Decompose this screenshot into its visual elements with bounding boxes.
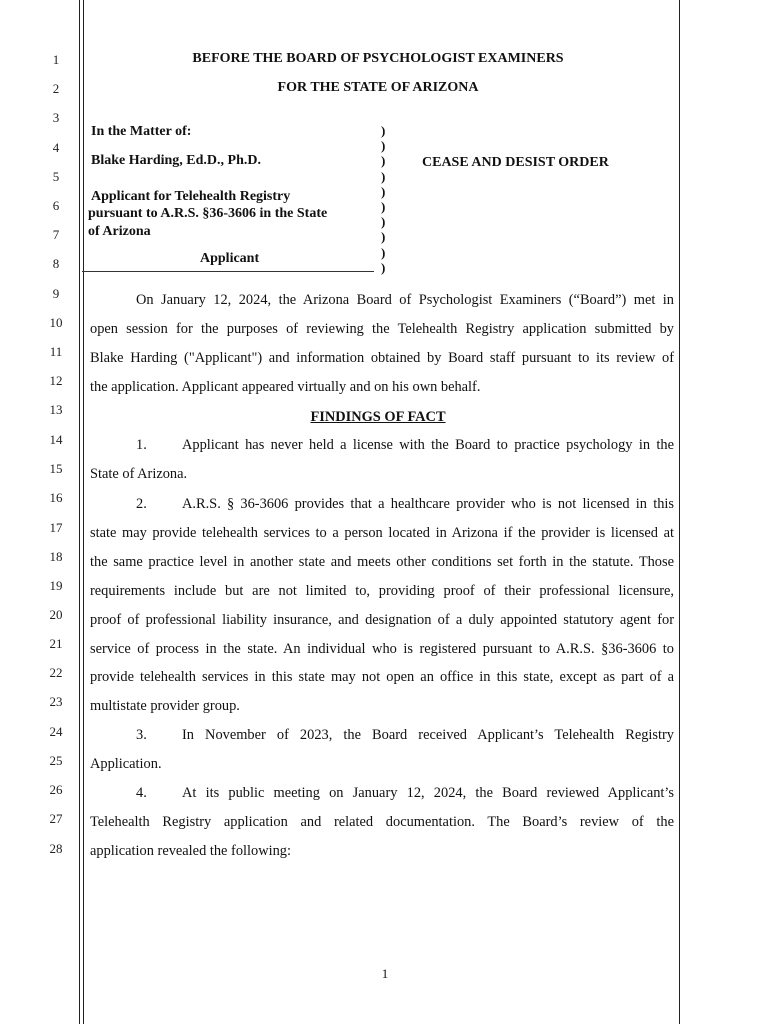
- line-number: 27: [49, 811, 63, 826]
- finding-1-line-1: 1. Applicant has never held a license with the Board to practice psychology in the: [136, 437, 674, 453]
- line-number: 25: [49, 753, 63, 768]
- finding-4-line-2: Telehealth Registry application and related documentation. The Board’s review of the: [90, 814, 674, 830]
- left-margin-line-outer: [79, 0, 80, 1024]
- finding-2-line-2: state may provide telehealth services to a person located in Arizona if the provider is licensed at: [90, 525, 674, 541]
- line-number: 5: [52, 169, 60, 184]
- caption-divider: [82, 271, 374, 272]
- finding-2-line-4: requirements include but are not limited to, providing proof of their professional licensure,: [90, 583, 674, 599]
- finding-3-line-2: Application.: [90, 756, 162, 772]
- line-number: 14: [49, 432, 63, 447]
- line-number: 6: [52, 198, 60, 213]
- party-label: Applicant: [200, 251, 260, 266]
- line-number: 26: [49, 782, 63, 797]
- line-number: 8: [52, 256, 60, 271]
- line-number: 10: [49, 315, 63, 330]
- finding-2-line-5: proof of professional liability insurance, and designation of a duly appointed statutory agent for: [90, 612, 674, 628]
- finding-2-line-6: service of process in the state. An individual who is registered pursuant to A.R.S. §36-3606 to: [90, 641, 674, 657]
- caption-parentheses: ) ) ) ) ) ) ) ) ) ): [381, 123, 386, 275]
- header-line-1: BEFORE THE BOARD OF PSYCHOLOGIST EXAMINERS: [192, 51, 564, 66]
- intro-line-1: On January 12, 2024, the Arizona Board of Psychologist Examiners (“Board”) met in: [136, 292, 674, 308]
- respondent-name: Blake Harding, Ed.D., Ph.D.: [91, 153, 261, 168]
- line-number: 2: [52, 81, 60, 96]
- order-title: CEASE AND DESIST ORDER: [422, 155, 609, 170]
- line-number: 28: [49, 841, 63, 856]
- header-line-2: FOR THE STATE OF ARIZONA: [277, 80, 479, 95]
- line-number: 15: [49, 461, 63, 476]
- intro-line-2: open session for the purposes of reviewing the Telehealth Registry application submitted by: [90, 321, 674, 337]
- line-number: 9: [52, 286, 60, 301]
- left-margin-line-inner: [83, 0, 84, 1024]
- line-number: 20: [49, 607, 63, 622]
- line-number: 24: [49, 724, 63, 739]
- line-number: 21: [49, 636, 63, 651]
- applicant-description-2: pursuant to A.R.S. §36-3606 in the State: [88, 206, 328, 221]
- right-margin-line: [679, 0, 680, 1024]
- matter-label: In the Matter of:: [91, 124, 192, 139]
- line-number: 22: [49, 665, 63, 680]
- line-number: 13: [49, 402, 63, 417]
- line-number: 18: [49, 549, 63, 564]
- finding-2-line-1: 2. A.R.S. § 36-3606 provides that a healthcare provider who is not licensed in this: [136, 496, 674, 512]
- line-number: 3: [52, 110, 60, 125]
- page-number: 1: [381, 966, 389, 981]
- finding-2-line-8: multistate provider group.: [90, 698, 240, 714]
- intro-line-4: the application. Applicant appeared virtually and on his own behalf.: [90, 379, 481, 395]
- finding-1-line-2: State of Arizona.: [90, 466, 188, 482]
- finding-3-line-1: 3. In November of 2023, the Board received Applicant’s Telehealth Registry: [136, 727, 674, 743]
- findings-heading: FINDINGS OF FACT: [310, 409, 446, 425]
- applicant-description-1: Applicant for Telehealth Registry: [91, 189, 291, 204]
- line-number: 23: [49, 694, 63, 709]
- line-number: 4: [52, 140, 60, 155]
- line-number: 12: [49, 373, 63, 388]
- finding-4-line-3: application revealed the following:: [90, 843, 291, 859]
- line-number: 11: [49, 344, 63, 359]
- line-number: 17: [49, 520, 63, 535]
- line-number: 1: [52, 52, 60, 67]
- intro-line-3: Blake Harding ("Applicant") and information obtained by Board staff pursuant to its review of: [90, 350, 674, 366]
- line-number: 19: [49, 578, 63, 593]
- line-number: 16: [49, 490, 63, 505]
- finding-2-line-7: provide telehealth services in this state may not open an office in this state, except as part of a: [90, 669, 674, 685]
- applicant-description-3: of Arizona: [88, 224, 151, 239]
- finding-2-line-3: the same practice level in another state and meets other conditions set forth in the statute. Those: [90, 554, 674, 570]
- line-number: 7: [52, 227, 60, 242]
- finding-4-line-1: 4. At its public meeting on January 12, 2024, the Board reviewed Applicant’s: [136, 785, 674, 801]
